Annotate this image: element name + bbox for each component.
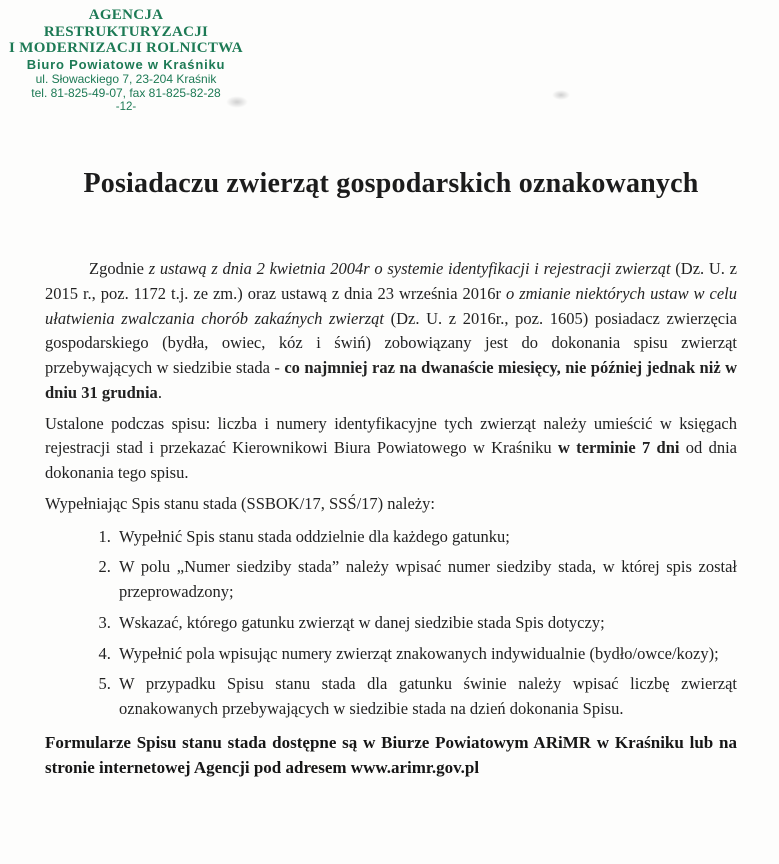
list-item: 4. Wypełnić pola wpisując numery zwierząt znakowanych indywidualnie (bydło/owce/kozy); xyxy=(115,642,737,667)
para1-period: . xyxy=(157,382,162,402)
scan-artifact xyxy=(226,96,248,108)
list-item: 1. Wypełnić Spis stanu stada oddzielnie dla każdego gatunku; xyxy=(115,525,737,550)
list-item: 3. Wskazać, którego gatunku zwierząt w danej siedzibie stada Spis dotyczy; xyxy=(115,611,737,636)
list-item: 5. W przypadku Spisu stanu stada dla gatunku świnie należy wpisać liczbę zwierząt oznakowanych przebywających w siedzibie stada na dzień dokonania Spisu. xyxy=(115,672,737,722)
paragraph-legal-basis xyxy=(45,257,737,406)
page-title: Posiadaczu zwierząt gospodarskich oznakowanych xyxy=(83,168,699,199)
para1-journal-ref-2015: (Dz. U. z 2015 r., poz. 1172 t.j. ze zm.) oraz ustawą z dnia 23 września 2016r xyxy=(45,259,737,303)
stamp-agency-name-line1: AGENCJA RESTRUKTURYZACJI xyxy=(43,7,209,40)
stamp-phone-fax: tel. 81-825-49-07, fax 81-825-82-28 xyxy=(31,85,221,100)
paragraph-reporting-duty xyxy=(45,412,737,486)
para1-obligation-text: (Dz. U. z 2016r., poz. 1605) posiadacz zwierzęcia gospodarskiego (bydła, owiec, kóz i świń) zobowiązany jest do dokonania spisu zwierząt przebywających w siedzibie stada - xyxy=(45,308,737,377)
list-item: 2. W polu „Numer siedziby stada” należy wpisać numer siedziby stada, w której spis został przeprowadzony; xyxy=(115,555,737,605)
stamp-office-name: Biuro Powiatowe w Kraśniku xyxy=(26,56,226,72)
stamp-address: ul. Słowackiego 7, 23-204 Kraśnik xyxy=(35,71,217,86)
scan-artifact xyxy=(552,90,570,100)
para1-deadline-bold: co najmniej raz na dwanaście miesięcy, nie później jednak niż w dniu 31 grudnia xyxy=(45,358,737,402)
office-stamp xyxy=(6,7,246,114)
para2-closing: od dnia dokonania tego spisu. xyxy=(45,438,737,482)
para1-act-2016-italic: o zmianie niektórych ustaw w celu ułatwienia zwalczania chorób zakaźnych zwierząt xyxy=(45,283,737,328)
para2-deadline-bold: w terminie 7 dni xyxy=(557,438,680,458)
para2-text: Ustalone podczas spisu: liczba i numery identyfikacyjne tych zwierząt należy umieścić w księgach rejestracji stad i przekazać Kierownikowi Biura Powiatowego w Kraśniku xyxy=(45,413,737,458)
para1-intro: Zgodnie xyxy=(89,259,149,278)
footer-availability-note: Formularze Spisu stanu stada dostępne są w Biurze Powiatowym ARiMR w Kraśniku lub na stronie internetowej Agencji pod adresem www.arimr.gov.pl xyxy=(45,732,737,777)
stamp-agency-name-line2: I MODERNIZACJI ROLNICTWA xyxy=(9,40,243,56)
stamp-number: -12- xyxy=(115,101,137,114)
instructions-list xyxy=(45,525,737,722)
para1-act-2004-italic: z ustawą z dnia 2 kwietnia 2004r o systemie identyfikacji i rejestracji zwierząt xyxy=(148,259,671,278)
document-body xyxy=(45,257,737,780)
paragraph-list-leadin: Wypełniając Spis stanu stada (SSBOK/17, SSŚ/17) należy: xyxy=(45,493,435,513)
